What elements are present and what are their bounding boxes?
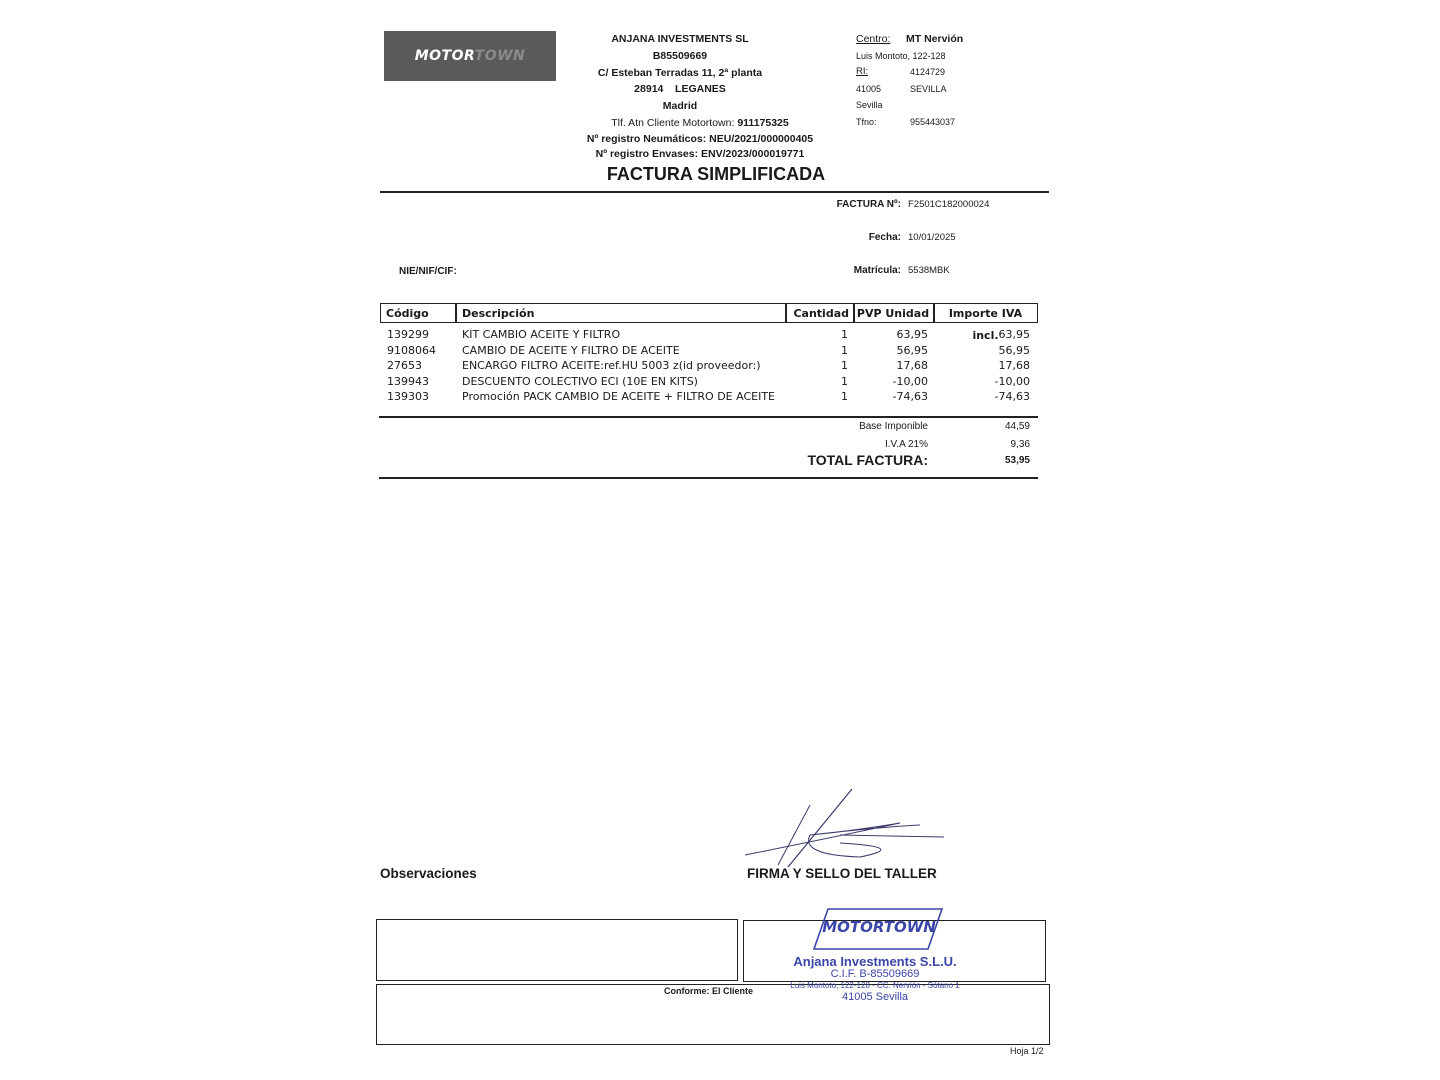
tfno-label: Tfno: <box>856 116 877 127</box>
company-block <box>580 31 780 115</box>
logo-text <box>415 48 526 64</box>
centro-address: Luis Montoto, 122-128 <box>856 50 946 61</box>
total-factura-value: 53,95 <box>1004 455 1030 466</box>
totals-divider <box>379 477 1038 479</box>
company-city: LEGANES <box>675 83 726 96</box>
row-code: 139303 <box>387 390 429 403</box>
base-imponible-label: Base Imponible <box>859 421 928 432</box>
company-postal-city <box>580 81 780 98</box>
centro-city: Sevilla <box>856 100 883 111</box>
signature-graphic <box>740 785 950 870</box>
matricula-label: Matrícula: <box>853 265 901 276</box>
tfno-value: 955443037 <box>910 116 956 127</box>
header-descripcion: Descripción <box>462 307 535 320</box>
stamp-company: Anjana Investments S.L.U. <box>793 954 957 969</box>
row-pvp: 56,95 <box>896 343 928 357</box>
factura-number-value: F2501C182000024 <box>908 199 990 210</box>
company-name: ANJANA INVESTMENTS SL <box>611 33 749 45</box>
nif-label: NIE/NIF/CIF: <box>399 266 457 277</box>
matricula-value: 5538MBK <box>908 265 950 276</box>
row-pvp: 17,68 <box>896 359 928 372</box>
row-importe: -74,63 <box>994 390 1030 403</box>
row-desc: KIT CAMBIO ACEITE Y FILTRO <box>462 328 621 341</box>
page-number: Hoja 1/2 <box>1010 1046 1044 1056</box>
stamp-cif: C.I.F. B-85509669 <box>830 968 920 980</box>
table-row <box>380 327 1038 343</box>
customer-phone-label: Tlf. Atn Cliente Motortown: <box>611 117 735 129</box>
row-code: 139299 <box>387 328 429 341</box>
fecha-value: 10/01/2025 <box>908 232 956 243</box>
header-codigo: Código <box>386 307 429 320</box>
row-qty: 1 <box>841 359 848 372</box>
row-desc: DESCUENTO COLECTIVO ECI (10E EN KITS) <box>462 374 698 388</box>
fecha-label: Fecha: <box>868 232 901 243</box>
reg-envases: Nº registro Envases: ENV/2023/000019771 <box>595 148 805 160</box>
row-desc: ENCARGO FILTRO ACEITE:ref.HU 5003 z(id proveedor:) <box>462 359 761 372</box>
header-cantidad: Cantidad <box>793 307 849 320</box>
header-importe: Importe IVA incl. <box>948 307 1023 342</box>
conforme-label: Conforme: El Cliente <box>664 986 754 996</box>
row-importe: 56,95 <box>998 343 1030 357</box>
row-code: 27653 <box>387 359 422 372</box>
row-qty: 1 <box>841 343 848 357</box>
row-code: 9108064 <box>387 343 436 357</box>
observaciones-label: Observaciones <box>380 866 477 881</box>
base-imponible-value: 44,59 <box>1004 421 1030 432</box>
stamp-address: Luis Montoto, 122-128 - CC. Nervión - Sótano 1 <box>790 981 960 990</box>
motortown-logo <box>384 31 556 81</box>
customer-phone-value: 911175325 <box>737 117 789 129</box>
row-code: 139943 <box>387 374 429 388</box>
ri-label: RI: <box>856 66 869 78</box>
logo-text-accent: TOWN <box>474 48 526 64</box>
iva-value: 9,36 <box>1010 439 1030 450</box>
centro-values <box>906 31 963 131</box>
row-desc: CAMBIO DE ACEITE Y FILTRO DE ACEITE <box>462 343 680 357</box>
row-qty: 1 <box>841 328 848 341</box>
company-street: C/ Esteban Terradas 11, 2ª planta <box>597 66 763 79</box>
iva-label: I.V.A 21% <box>885 439 928 450</box>
customer-phone <box>560 116 840 132</box>
logo-text-main: MOTOR <box>414 48 475 64</box>
stamp-logo-text: MOTORTOWN <box>822 918 936 936</box>
observaciones-box <box>376 919 738 981</box>
document-title: FACTURA SIMPLIFICADA <box>606 164 826 184</box>
header-pvp: PVP Unidad <box>856 307 930 320</box>
table-bottom-divider <box>379 416 1038 418</box>
company-cif: B85509669 <box>652 49 708 62</box>
total-factura-label: TOTAL FACTURA: <box>807 452 928 468</box>
company-province: Madrid <box>662 100 698 113</box>
row-qty: 1 <box>841 390 848 403</box>
row-importe: 63,95 <box>998 328 1030 341</box>
company-postal: 28914 <box>634 83 664 96</box>
row-qty: 1 <box>841 374 848 388</box>
stamp-city: 41005 Sevilla <box>841 991 909 1003</box>
company-contact-block <box>560 116 840 163</box>
ri-value: 4124729 <box>910 67 946 78</box>
table-row <box>380 358 1038 374</box>
row-pvp: -10,00 <box>892 374 928 388</box>
centro-name: MT Nervión <box>906 33 964 45</box>
col-divider <box>455 303 457 323</box>
row-desc: Promoción PACK CAMBIO DE ACEITE + FILTRO DE ACEITE <box>462 390 775 403</box>
reg-neumaticos: Nº registro Neumáticos: NEU/2021/000000405 <box>586 132 814 145</box>
table-row <box>380 374 1038 390</box>
items-table-body <box>380 327 1038 405</box>
firma-label: FIRMA Y SELLO DEL TALLER <box>747 866 937 881</box>
centro-label: Centro: <box>856 33 891 45</box>
row-importe: 17,68 <box>998 359 1030 372</box>
table-row <box>380 389 1038 405</box>
centro-city-upper: SEVILLA <box>910 83 947 94</box>
factura-number-label: FACTURA Nº: <box>836 199 901 210</box>
row-pvp: -74,63 <box>892 390 928 403</box>
row-importe: -10,00 <box>994 374 1030 388</box>
title-divider <box>380 191 1049 193</box>
table-row <box>380 343 1038 359</box>
row-pvp: 63,95 <box>896 328 928 341</box>
centro-postal: 41005 <box>856 83 882 94</box>
